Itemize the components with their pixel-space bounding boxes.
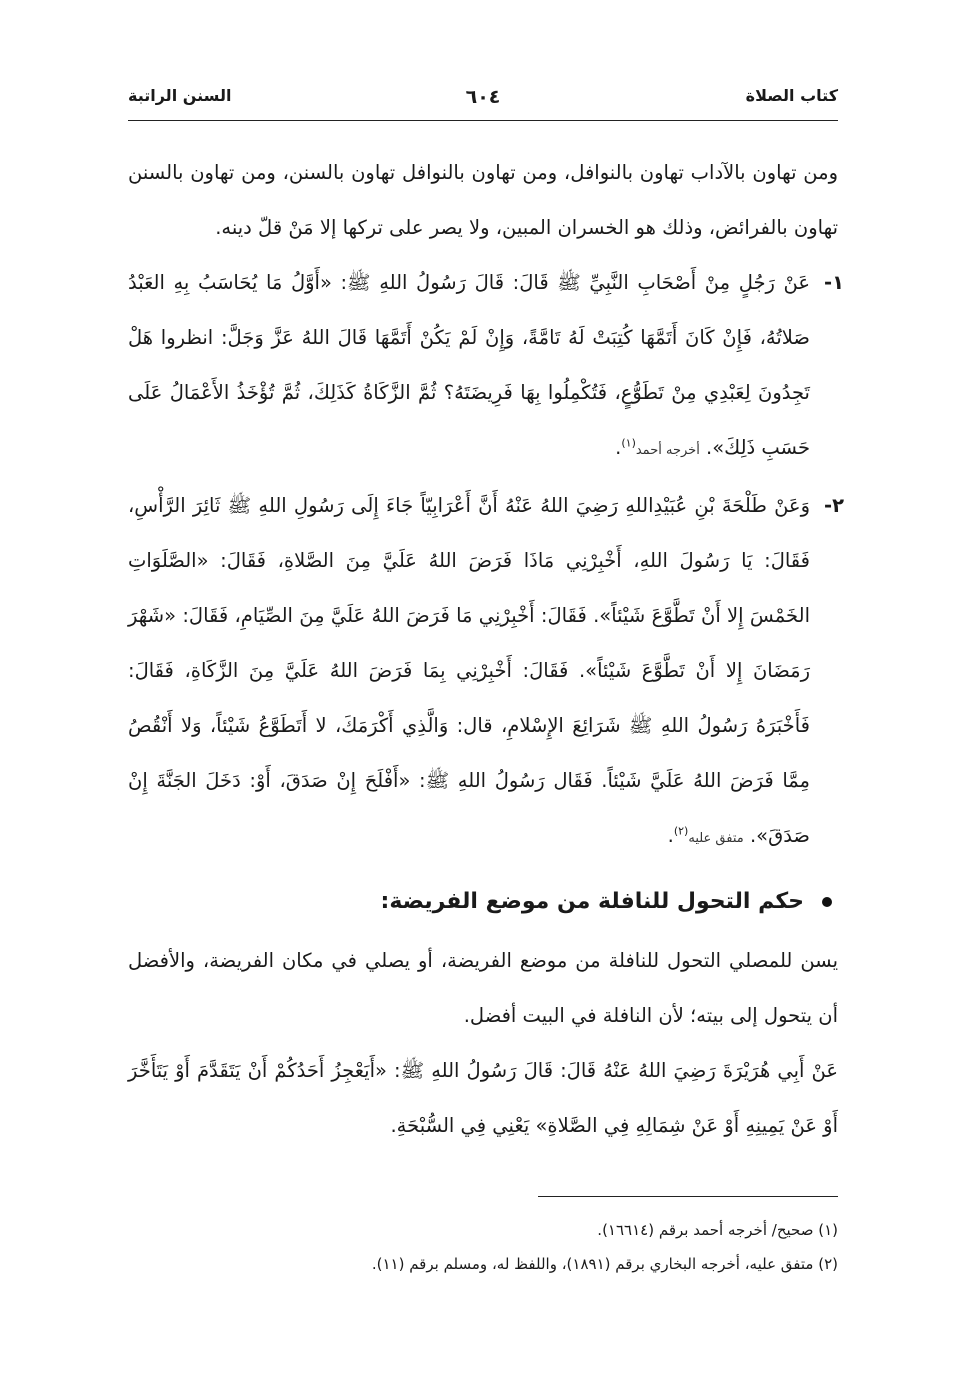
section-hadith: عَنْ أَبِي هُرَيْرَةَ رَضِيَ اللهُ عَنْهُ قَالَ: قَالَ رَسُولُ اللهِ ﷺ: «أَيَعْجِزُ أَحَدُكُمْ أَنْ يَتَقَدَّمَ أَوْ يَتَأَخَّرَ أَوْ عَنْ يَمِينِهِ أَوْ عَنْ شِمَالِهِ فِي الصَّلاةِ» يَعْنِي فِي السُّبْحَةِ. [128, 1059, 838, 1137]
header-divider [128, 120, 838, 121]
section-heading [128, 874, 838, 929]
book-title: كتاب الصلاة [745, 86, 838, 105]
hadith-1-text: عَنْ رَجُلٍ مِنْ أَصْحَابِ النَّبِيِّ ﷺ قَالَ: قَالَ رَسُولُ اللهِ ﷺ: «أَوَّلُ مَا يُحَاسَبُ بِهِ العَبْدُ صَلاتُهُ، فَإِنْ كَانَ أَتَمَّهَا كُتِبَتْ لَهُ تَامَّةً، وَإِنْ لَمْ يَكُنْ أَتَمَّهَا قَالَ اللهُ عَزَّ وَجَلَّ: انظروا هَلْ تَجِدُونَ لِعَبْدِي مِنْ تَطَوُّعٍ، فَتُكْمِلُوا بِهَا فَرِيضَتَهُ؟ ثُمَّ الزَّكَاةُ كَذَلِكَ، ثُمَّ تُؤْخَذُ الأَعْمَالُ عَلَى حَسَبِ ذَلِكَ». [128, 271, 810, 459]
bullet-icon [822, 897, 832, 907]
section-title: حكم التحول للنافلة من موضع الفريضة: [380, 889, 804, 914]
chapter-title: السنن الراتبة [128, 86, 232, 105]
footnote-2: (٢) متفق عليه، أخرجه البخاري برقم (١٨٩١)، واللفظ له، ومسلم برقم (١١). [371, 1255, 838, 1273]
hadith-2-text: وَعَنْ طَلْحَةَ بْنِ عُبَيْدِاللهِ رَضِيَ اللهُ عَنْهُ أَنَّ أَعْرَابِيّاً جَاءَ إِلَى رَسُولِ اللهِ ﷺ ثَائِرَ الرَّأْسِ، فَقَالَ: يَا رَسُولَ اللهِ، أَخْبِرْنِي مَاذَا فَرَضَ اللهُ عَلَيَّ مِنَ الصَّلاةِ، فَقَالَ: «الصَّلَوَاتِ الخَمْسَ إِلا أَنْ تَطَّوَّعَ شَيْئاً». فَقَالَ: أَخْبِرْنِي مَا فَرَضَ اللهُ عَلَيَّ مِنَ الصِّيَامِ، فَقَالَ: «شَهْرَ رَمَضَانَ إِلا أَنْ تَطَّوَّعَ شَيْئاً». فَقَالَ: أَخْبِرْنِي بِمَا فَرَضَ اللهُ عَلَيَّ مِنَ الزَّكَاةِ، فَقَالَ: فَأَخْبَرَهُ رَسُولُ اللهِ ﷺ شَرَائِعَ الإِسْلامِ، قال: وَالَّذِي أَكْرَمَكَ، لا أَتَطَوَّعُ شَيْئاً، وَلا أَنْقُصُ مِمَّا فَرَضَ اللهُ عَلَيَّ شَيْئاً. فَقَال رَسُولُ اللهِ ﷺ: «أَفْلَحَ إِنْ صَدَقَ، أَوْ: دَخَلَ الجَنَّةَ إِنْ صَدَقَ». [128, 494, 810, 847]
page-number: ٦٠٤ [465, 86, 501, 108]
footnote-ref-1[interactable]: (١) [621, 436, 636, 450]
main-text [128, 145, 844, 1153]
footnote-ref-2[interactable]: (٢) [673, 824, 689, 838]
footnotes [128, 1213, 838, 1281]
hadith-1-source: أخرجه أحمد [635, 443, 700, 458]
footnote-divider [538, 1196, 838, 1197]
hadith-2-number: ٢- [824, 494, 844, 517]
hadith-1: ١- عَنْ رَجُلٍ مِنْ أَصْحَابِ النَّبِيِّ ﷺ قَالَ: قَالَ رَسُولُ اللهِ ﷺ: «أَوَّلُ مَا يُحَاسَبُ بِهِ العَبْدُ صَلاتُهُ، فَإِنْ كَانَ أَتَمَّهَا كُتِبَتْ لَهُ تَامَّةً، وَإِنْ لَمْ يَكُنْ أَتَمَّهَا قَالَ اللهُ عَزَّ وَجَلَّ: انظروا هَلْ تَجِدُونَ لِعَبْدِي مِنْ تَطَوُّعٍ، فَتُكْمِلُوا بِهَا فَرِيضَتَهُ؟ ثُمَّ الزَّكَاةُ كَذَلِكَ، ثُمَّ تُؤْخَذُ الأَعْمَالُ عَلَى حَسَبِ ذَلِكَ». أخرجه أحمد$^{(١)}$. [128, 255, 838, 478]
footnote-1: (١) صحيح/ أخرجه أحمد برقم (١٦٦١٤). [597, 1221, 838, 1239]
hadith-2: ٢- وَعَنْ طَلْحَةَ بْنِ عُبَيْدِاللهِ رَضِيَ اللهُ عَنْهُ أَنَّ أَعْرَابِيّاً جَاءَ إِلَى رَسُولِ اللهِ ﷺ ثَائِرَ الرَّأْسِ، فَقَالَ: يَا رَسُولَ اللهِ، أَخْبِرْنِي مَاذَا فَرَضَ اللهُ عَلَيَّ مِنَ الصَّلاةِ، فَقَالَ: «الصَّلَوَاتِ الخَمْسَ إِلا أَنْ تَطَّوَّعَ شَيْئاً». فَقَالَ: أَخْبِرْنِي مَا فَرَضَ اللهُ عَلَيَّ مِنَ الصِّيَامِ، فَقَالَ: «شَهْرَ رَمَضَانَ إِلا أَنْ تَطَّوَّعَ شَيْئاً». فَقَالَ: أَخْبِرْنِي بِمَا فَرَضَ اللهُ عَلَيَّ مِنَ الزَّكَاةِ، فَقَالَ: فَأَخْبَرَهُ رَسُولُ اللهِ ﷺ شَرَائِعَ الإِسْلامِ، قال: وَالَّذِي أَكْرَمَكَ، لا أَتَطَوَّعُ شَيْئاً، وَلا أَنْقُصُ مِمَّا فَرَضَ اللهُ عَلَيَّ شَيْئاً. فَقَال رَسُولُ اللهِ ﷺ: «أَفْلَحَ إِنْ صَدَقَ، أَوْ: دَخَلَ الجَنَّةَ إِنْ صَدَقَ». متفق عليه$^{(٢)}$. [128, 478, 838, 866]
hadith-2-source: متفق عليه [688, 831, 744, 846]
section-paragraph: يسن للمصلي التحول للنافلة من موضع الفريضة، أو يصلي في مكان الفريضة، والأفضل أن يتحول إلى بيته؛ لأن النافلة في البيت أفضل. [128, 949, 838, 1027]
intro-paragraph: ومن تهاون بالآداب تهاون بالنوافل، ومن تهاون بالنوافل تهاون بالسنن، ومن تهاون بالسنن تهاون بالفرائض، وذلك هو الخسران المبين، ولا يصر على تركها إلا مَنْ قلّ دينه. [128, 161, 838, 239]
hadith-1-number: ١- [824, 271, 844, 294]
running-header [128, 84, 838, 114]
